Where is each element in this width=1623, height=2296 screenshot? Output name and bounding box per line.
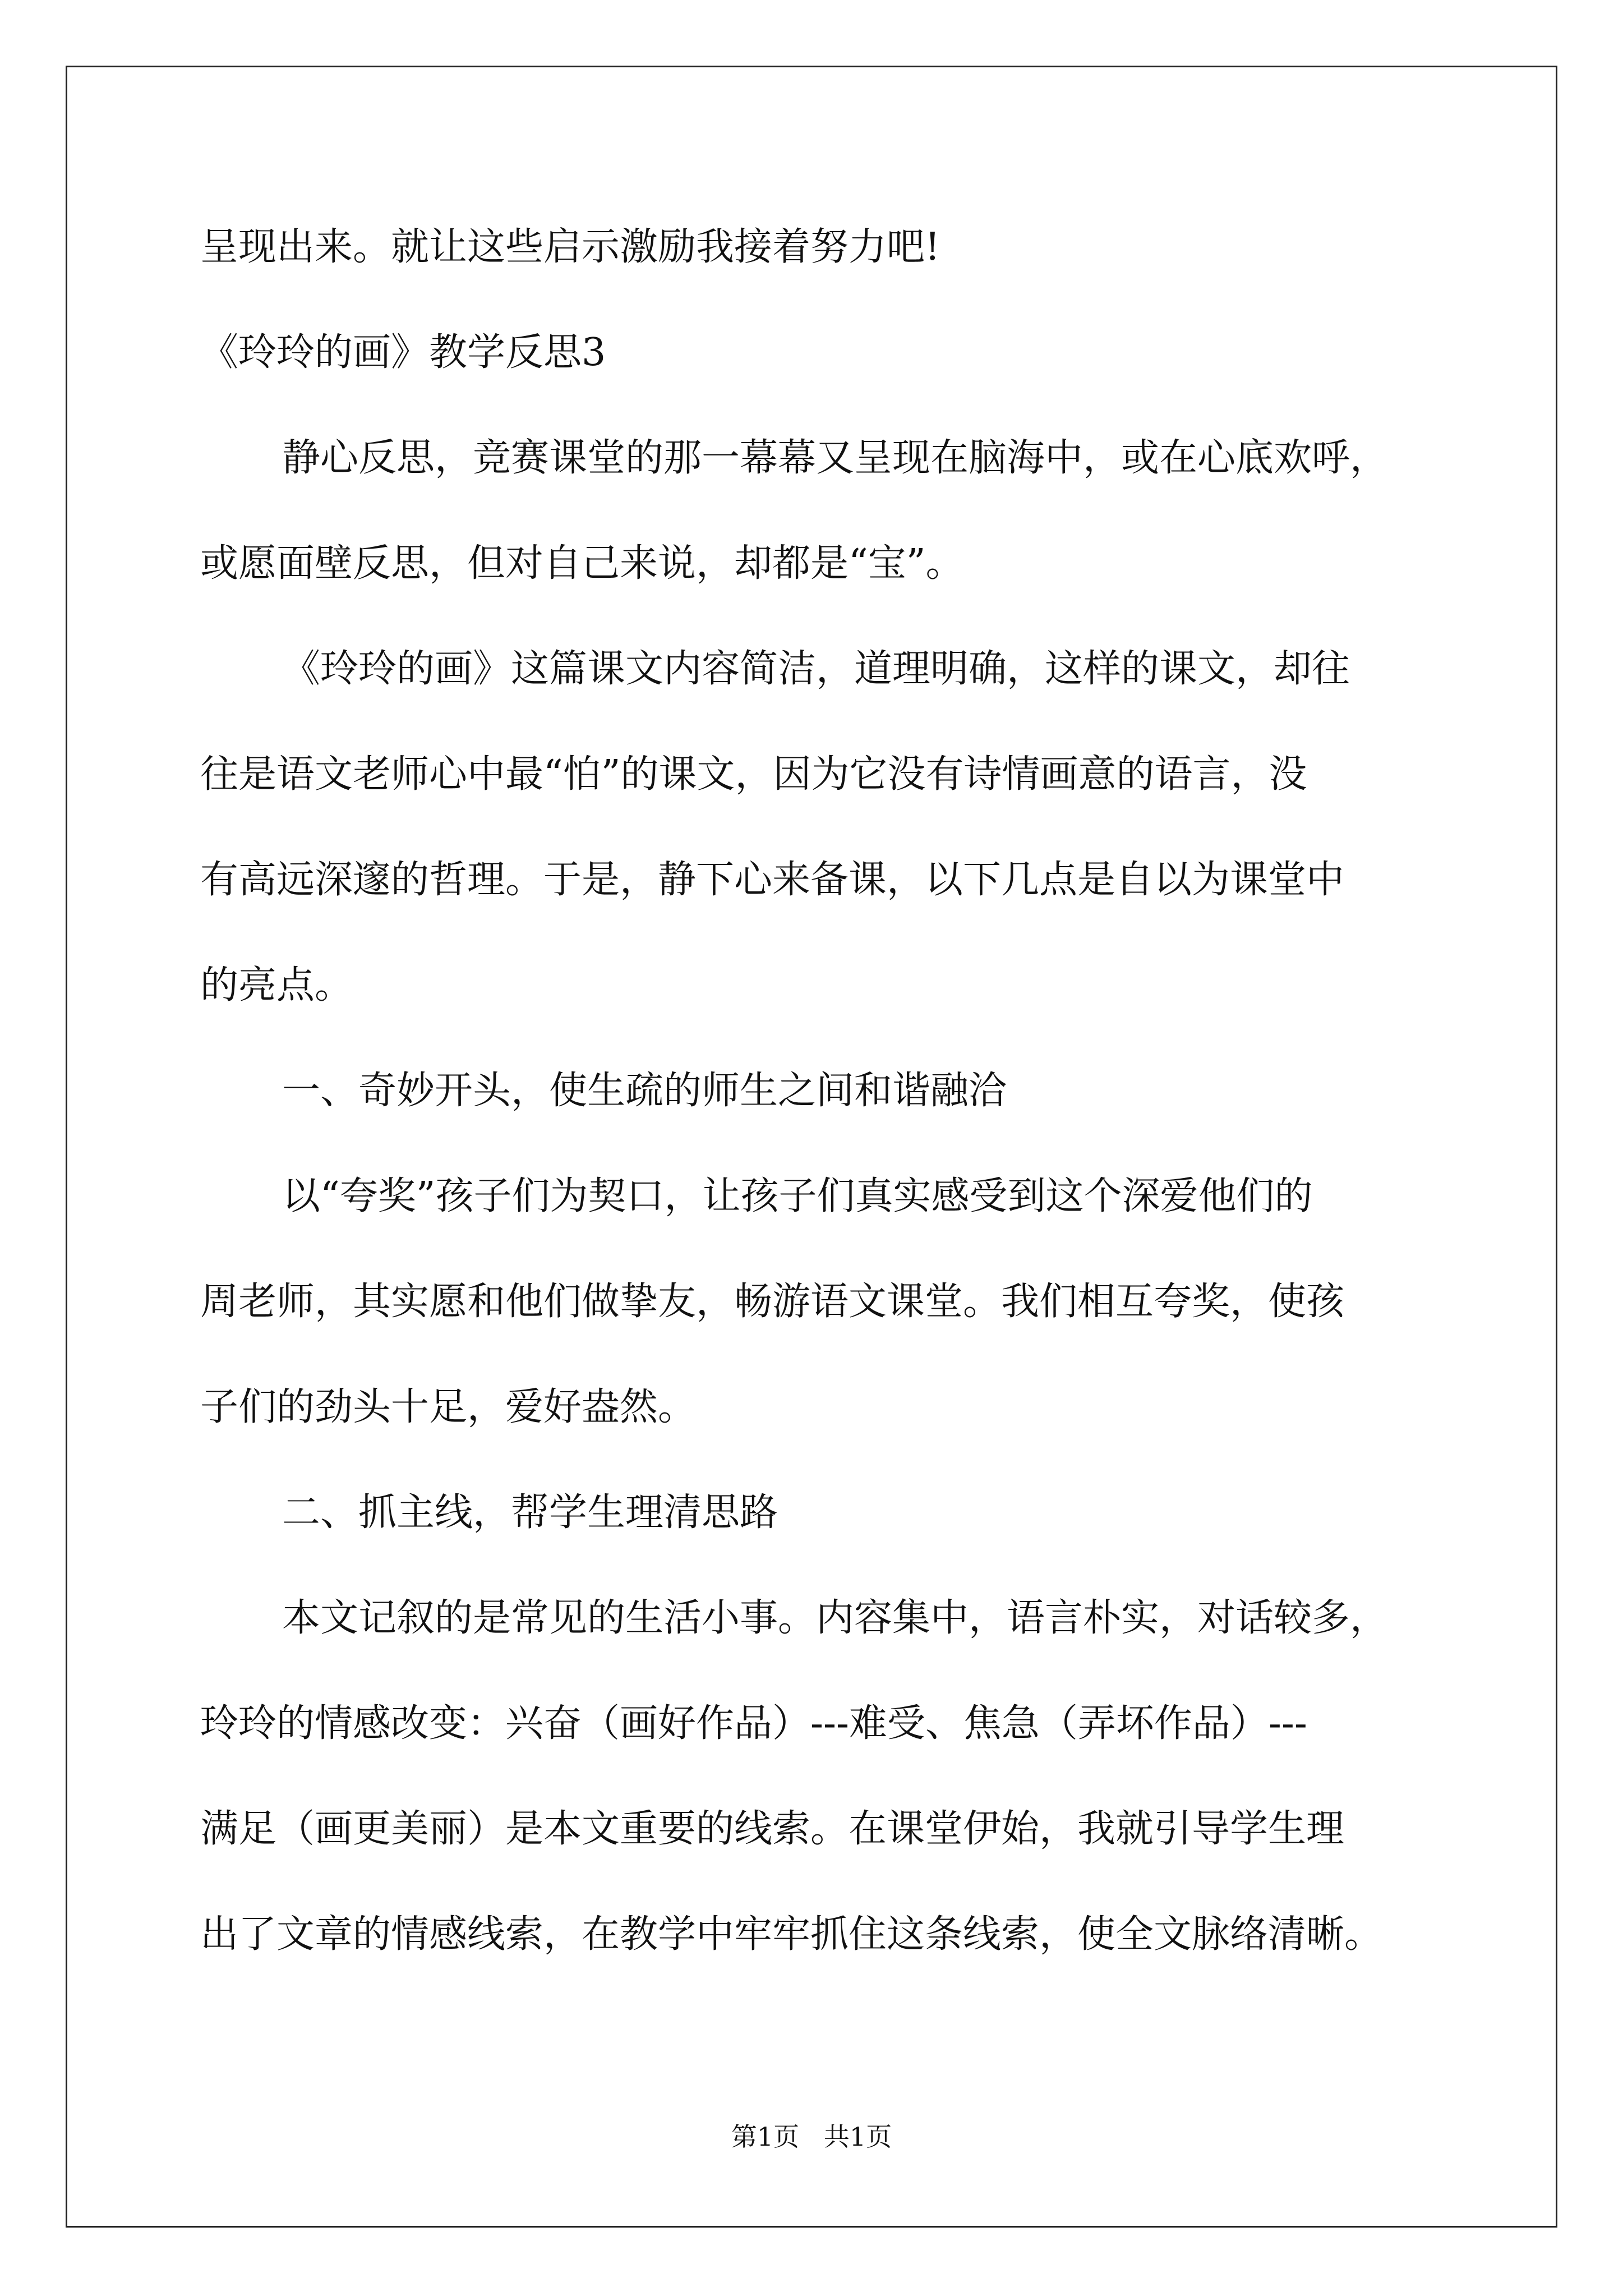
text-line: 子们的劲头十足，爱好盎然。 <box>200 1385 697 1429</box>
text-line: 周老师，其实愿和他们做挚友，畅游语文课堂。我们相互夸奖，使孩 <box>200 1280 1345 1324</box>
text-line: 本文记叙的是常见的生活小事。内容集中，语言朴实，对话较多， <box>282 1596 1389 1640</box>
text-line: 满足（画更美丽）是本文重要的线索。在课堂伊始，我就引导学生理 <box>200 1807 1345 1851</box>
text-line: 往是语文老师心中最“怕”的课文，因为它没有诗情画意的语言，没 <box>200 752 1307 797</box>
text-line: 出了文章的情感线索，在教学中牢牢抓住这条线索，使全文脉络清晰。 <box>200 1912 1383 1957</box>
text-line: 玲玲的情感改变：兴奋（画好作品）---难受、焦急（弄坏作品）--- <box>200 1701 1307 1746</box>
text-line: 呈现出来。就让这些启示激励我接着努力吧! <box>200 225 940 269</box>
page-border <box>66 66 1557 2228</box>
text-line: 有高远深邃的哲理。于是，静下心来备课，以下几点是自以为课堂中 <box>200 858 1345 902</box>
text-line: 《玲玲的画》这篇课文内容简洁，道理明确，这样的课文，却往 <box>282 647 1350 691</box>
text-line: 的亮点。 <box>200 963 353 1007</box>
text-line: 静心反思，竞赛课堂的那一幕幕又呈现在脑海中，或在心底欢呼， <box>282 436 1389 480</box>
subheading: 一、奇妙开头，使生疏的师生之间和谐融洽 <box>282 1069 1007 1113</box>
subheading: 二、抓主线，帮学生理清思路 <box>282 1490 778 1535</box>
text-line: 以“夸奖”孩子们为契口，让孩子们真实感受到这个深爱他们的 <box>282 1174 1313 1218</box>
section-heading: 《玲玲的画》教学反思3 <box>200 330 606 375</box>
text-line: 或愿面壁反思，但对自己来说，却都是“宝”。 <box>200 541 964 586</box>
page-number-footer: 第1页 共1页 <box>731 2122 892 2152</box>
